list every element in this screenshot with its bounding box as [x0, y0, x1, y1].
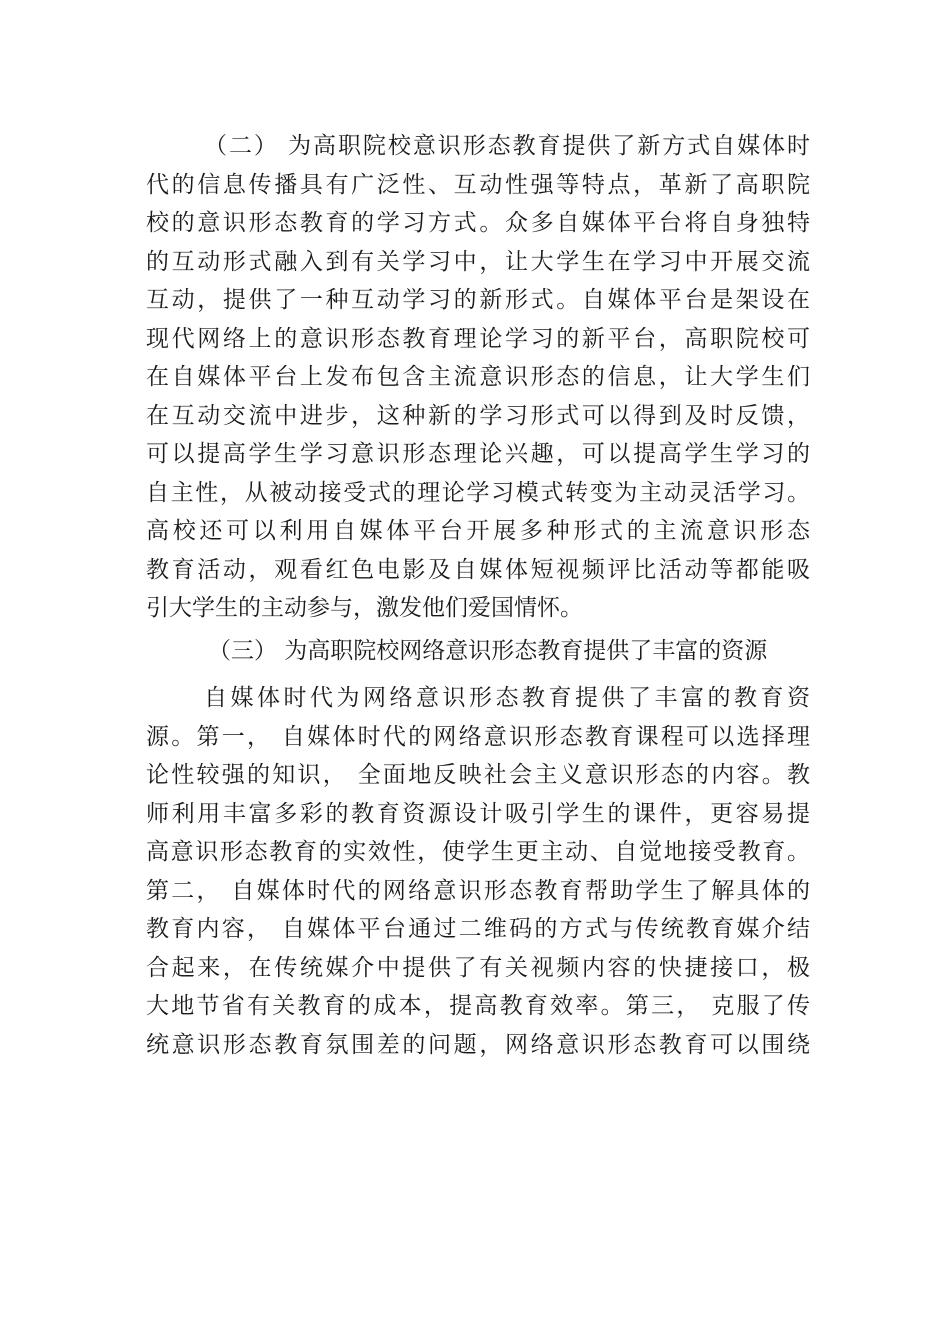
text-line: 统意识形态教育氛围差的问题，网络意识形态教育可以围绕	[146, 1031, 810, 1058]
text-line: 师利用丰富多彩的教育资源设计吸引学生的课件，更容易提	[146, 800, 810, 827]
text-line: 自主性，从被动接受式的理论学习模式转变为主动灵活学习。	[146, 479, 810, 506]
text-line: 论性较强的知识， 全面地反映社会主义意识形态的内容。教	[146, 762, 810, 788]
section-three-heading: （三） 为高职院校网络意识形态教育提供了丰富的资源	[208, 638, 768, 664]
text-line: 在互动交流中进步，这种新的学习形式可以得到及时反馈，	[146, 402, 810, 429]
text-line: 教育内容， 自媒体平台通过二维码的方式与传统教育媒介结	[146, 916, 810, 942]
text-line: 可以提高学生学习意识形态理论兴趣，可以提高学生学习的	[146, 441, 810, 467]
text-line: 合起来，在传统媒介中提供了有关视频内容的快捷接口，极	[146, 954, 810, 981]
text-line: 高意识形态教育的实效性，使学生更主动、自觉地接受教育。	[146, 839, 810, 865]
text-line: 互动，提供了一种互动学习的新形式。自媒体平台是架设在	[146, 287, 810, 313]
section-three-paragraph	[146, 679, 810, 1064]
text-line: 现代网络上的意识形态教育理论学习的新平台，高职院校可	[146, 325, 810, 352]
text-line: 代的信息传播具有广泛性、互动性强等特点，革新了高职院	[146, 171, 810, 198]
section-two-paragraph	[146, 127, 810, 628]
text-line: 教育活动，观看红色电影及自媒体短视频评比活动等都能吸	[146, 556, 810, 583]
text-line: 自媒体时代为网络意识形态教育提供了丰富的教育资	[204, 685, 810, 711]
text-line: 的互动形式融入到有关学习中，让大学生在学习中开展交流	[146, 248, 810, 275]
text-line: 源。第一， 自媒体时代的网络意识形态教育课程可以选择理	[146, 723, 810, 750]
text-line: 校的意识形态教育的学习方式。众多自媒体平台将自身独特	[146, 210, 810, 236]
section-three-heading-block	[146, 632, 810, 671]
text-line: （二） 为高职院校意识形态教育提供了新方式自媒体时	[204, 133, 810, 159]
text-line: 大地节省有关教育的成本，提高教育效率。第三， 克服了传	[146, 993, 810, 1019]
text-line: 第二， 自媒体时代的网络意识形态教育帮助学生了解具体的	[146, 877, 810, 904]
text-line: 在自媒体平台上发布包含主流意识形态的信息，让大学生们	[146, 364, 810, 390]
text-line: 高校还可以利用自媒体平台开展多种形式的主流意识形态	[146, 518, 810, 544]
text-line: 引大学生的主动参与，激发他们爱国情怀。	[146, 595, 583, 621]
